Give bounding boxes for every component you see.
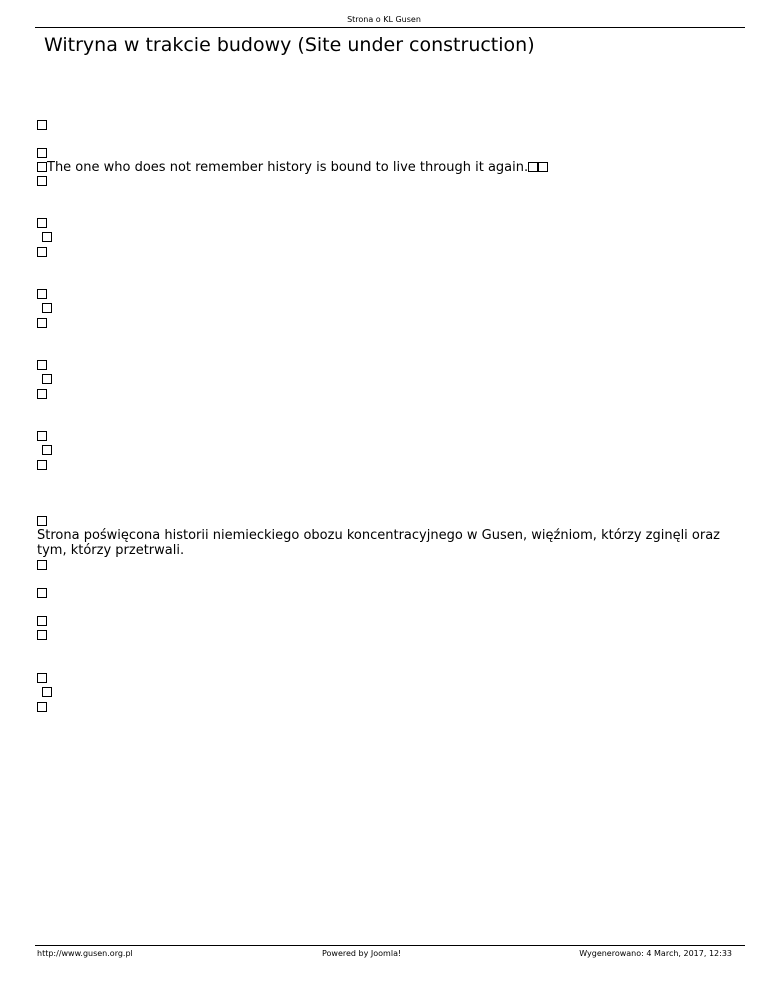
missing-glyph-icon bbox=[37, 630, 47, 640]
history-quote: The one who does not remember history is bound to live through it again. bbox=[47, 160, 529, 175]
page-title: Witryna w trakcie budowy (Site under construction) bbox=[44, 34, 535, 56]
content-line bbox=[37, 387, 47, 402]
content-line bbox=[37, 146, 47, 161]
site-title: Strona o KL Gusen bbox=[347, 15, 421, 24]
missing-glyph-icon bbox=[42, 303, 52, 313]
footer-url: http://www.gusen.org.pl bbox=[37, 949, 133, 958]
content-line bbox=[37, 287, 47, 302]
content-line bbox=[37, 700, 47, 715]
missing-glyph-icon bbox=[42, 374, 52, 384]
missing-glyph-icon bbox=[37, 431, 47, 441]
content-line bbox=[37, 316, 47, 331]
content-line bbox=[37, 671, 47, 686]
content-line bbox=[37, 443, 52, 458]
content-line bbox=[37, 230, 52, 245]
missing-glyph-icon bbox=[37, 360, 47, 370]
missing-glyph-icon bbox=[37, 460, 47, 470]
missing-glyph-icon bbox=[538, 162, 548, 172]
content-line bbox=[37, 245, 47, 260]
quote-line bbox=[37, 160, 548, 175]
missing-glyph-icon bbox=[37, 162, 47, 172]
missing-glyph-icon bbox=[37, 389, 47, 399]
missing-glyph-icon bbox=[42, 445, 52, 455]
content-line bbox=[37, 458, 47, 473]
footer-powered-by: Powered by Joomla! bbox=[322, 949, 402, 958]
missing-glyph-icon bbox=[37, 176, 47, 186]
footer-generated-date: Wygenerowano: 4 March, 2017, 12:33 bbox=[579, 949, 732, 958]
missing-glyph-icon bbox=[37, 148, 47, 158]
missing-glyph-icon bbox=[37, 289, 47, 299]
missing-glyph-icon bbox=[42, 687, 52, 697]
missing-glyph-icon bbox=[37, 120, 47, 130]
missing-glyph-icon bbox=[37, 318, 47, 328]
content-line bbox=[37, 558, 47, 573]
content-line bbox=[37, 514, 47, 529]
missing-glyph-icon bbox=[37, 247, 47, 257]
content-line bbox=[37, 586, 47, 601]
header-divider bbox=[35, 27, 745, 28]
content-line bbox=[37, 174, 47, 189]
content-line bbox=[37, 685, 52, 700]
content-line bbox=[37, 372, 52, 387]
content-line bbox=[37, 301, 52, 316]
missing-glyph-icon bbox=[528, 162, 538, 172]
missing-glyph-icon bbox=[37, 702, 47, 712]
content-line bbox=[37, 628, 47, 643]
site-description: Strona poświęcona historii niemieckiego obozu koncentracyjnego w Gusen, więźniom, którzy zginęli oraz tym, którzy przetrwali. bbox=[37, 528, 721, 558]
missing-glyph-icon bbox=[37, 560, 47, 570]
content-line bbox=[37, 216, 47, 231]
missing-glyph-icon bbox=[37, 673, 47, 683]
missing-glyph-icon bbox=[42, 232, 52, 242]
content-line bbox=[37, 614, 47, 629]
missing-glyph-icon bbox=[37, 516, 47, 526]
missing-glyph-icon bbox=[37, 616, 47, 626]
content-line bbox=[37, 118, 47, 133]
content-line bbox=[37, 429, 47, 444]
content-line bbox=[37, 358, 47, 373]
footer-divider bbox=[35, 945, 745, 946]
missing-glyph-icon bbox=[37, 218, 47, 228]
missing-glyph-icon bbox=[37, 588, 47, 598]
